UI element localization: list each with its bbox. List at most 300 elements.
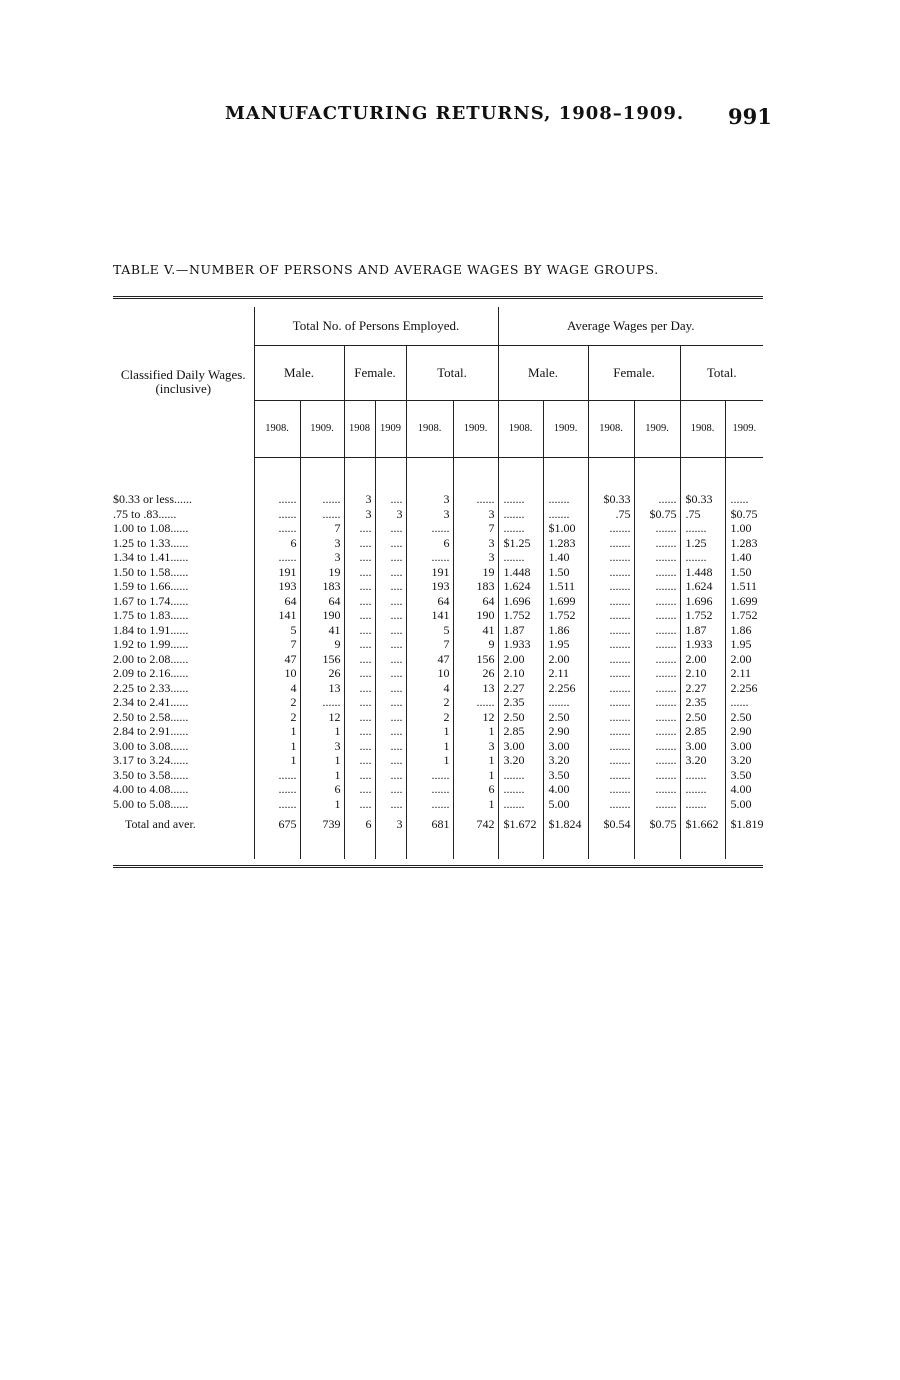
table-cell: ....... <box>634 608 680 623</box>
table-cell: .... <box>344 782 375 797</box>
table-cell: 2.11 <box>725 666 763 681</box>
table-cell: 12 <box>300 710 344 725</box>
table-cell: $0.75 <box>634 507 680 522</box>
table-cell: ...... <box>634 492 680 507</box>
table-cell: ....... <box>634 550 680 565</box>
total-cell: 681 <box>406 811 453 859</box>
table-cell: ....... <box>634 710 680 725</box>
table-cell: 9 <box>300 637 344 652</box>
table-cell: ....... <box>634 768 680 783</box>
table-cell: 6 <box>453 782 498 797</box>
table-cell: 2.50 <box>498 710 543 725</box>
year-header: 1909. <box>543 401 588 458</box>
table-cell: 13 <box>453 681 498 696</box>
table-cell: .... <box>344 768 375 783</box>
table-cell: ...... <box>254 507 300 522</box>
table-cell: 3 <box>453 550 498 565</box>
year-header: 1909. <box>634 401 680 458</box>
table-cell: .... <box>375 536 406 551</box>
table-cell: 47 <box>406 652 453 667</box>
table-cell: .... <box>375 695 406 710</box>
table-cell: 3.00 <box>680 739 725 754</box>
table-cell: 3 <box>300 550 344 565</box>
table-cell: .... <box>344 753 375 768</box>
page-number: 991 <box>728 104 772 129</box>
table-cell: 6 <box>406 536 453 551</box>
table-cell: .... <box>375 579 406 594</box>
year-header: 1908. <box>498 401 543 458</box>
table-cell: 2.85 <box>680 724 725 739</box>
table-cell: 1.448 <box>680 565 725 580</box>
table-cell: .... <box>375 681 406 696</box>
wage-range-label: 2.34 to 2.41...... <box>113 695 254 710</box>
table-cell: .... <box>375 550 406 565</box>
total-cell: $1.819 <box>725 811 763 859</box>
table-cell: 5 <box>406 623 453 638</box>
wage-range-label: 3.50 to 3.58...... <box>113 768 254 783</box>
wage-range-label: 2.84 to 2.91...... <box>113 724 254 739</box>
table-cell: ....... <box>634 695 680 710</box>
table-cell: ...... <box>300 695 344 710</box>
table-row <box>113 739 763 754</box>
table-cell: ....... <box>634 724 680 739</box>
table-cell: 2.90 <box>725 724 763 739</box>
table-cell: 1.87 <box>498 623 543 638</box>
table-cell: 1.933 <box>498 637 543 652</box>
table-cell: 1.624 <box>498 579 543 594</box>
table-cell: 5.00 <box>725 797 763 812</box>
wage-range-label: .75 to .83...... <box>113 507 254 522</box>
table-cell: 1.699 <box>725 594 763 609</box>
table-cell: .... <box>375 797 406 812</box>
table-cell: .... <box>344 594 375 609</box>
wages-male-header: Male. <box>498 346 588 401</box>
table-cell: 7 <box>254 637 300 652</box>
table-cell: ....... <box>634 797 680 812</box>
table-cell: 13 <box>300 681 344 696</box>
table-cell: ...... <box>406 797 453 812</box>
wage-range-label: 1.92 to 1.99...... <box>113 637 254 652</box>
table-cell: .... <box>375 666 406 681</box>
table-cell: $1.00 <box>543 521 588 536</box>
table-cell: 2.00 <box>725 652 763 667</box>
table-cell: 2.00 <box>680 652 725 667</box>
wage-range-label: 1.75 to 1.83...... <box>113 608 254 623</box>
table-row <box>113 507 763 522</box>
table-cell: 2 <box>254 695 300 710</box>
table-cell: .... <box>375 652 406 667</box>
table-cell: ....... <box>634 753 680 768</box>
table-cell: .... <box>344 739 375 754</box>
average-wages-header: Average Wages per Day. <box>498 307 763 346</box>
table-cell: 6 <box>300 782 344 797</box>
table-cell: ....... <box>588 695 634 710</box>
bottom-double-rule <box>113 859 763 867</box>
table-cell: 1.50 <box>725 565 763 580</box>
wage-range-label: 1.50 to 1.58...... <box>113 565 254 580</box>
wage-range-label: 4.00 to 4.08...... <box>113 782 254 797</box>
table-cell: 3.20 <box>725 753 763 768</box>
total-cell: 742 <box>453 811 498 859</box>
table-cell: 1.283 <box>543 536 588 551</box>
table-cell: 1.696 <box>498 594 543 609</box>
table-cell: .... <box>344 797 375 812</box>
table-cell: 64 <box>254 594 300 609</box>
table-cell: ....... <box>588 594 634 609</box>
table-cell: .... <box>344 681 375 696</box>
table-cell: ....... <box>588 565 634 580</box>
table-cell: ....... <box>634 652 680 667</box>
table-cell: 3 <box>453 739 498 754</box>
table-cell: ....... <box>634 666 680 681</box>
wage-range-label: 1.34 to 1.41...... <box>113 550 254 565</box>
table-cell: 1 <box>406 724 453 739</box>
table-row <box>113 550 763 565</box>
persons-male-header: Male. <box>254 346 344 401</box>
table-row <box>113 782 763 797</box>
table-cell: 1.283 <box>725 536 763 551</box>
year-header: 1908. <box>254 401 300 458</box>
table-cell: 1.699 <box>543 594 588 609</box>
table-cell: 1 <box>254 724 300 739</box>
table-cell: 3.20 <box>680 753 725 768</box>
table-cell: 10 <box>406 666 453 681</box>
table-cell: ...... <box>300 507 344 522</box>
group-header-row <box>113 307 763 346</box>
table-cell: ....... <box>498 782 543 797</box>
wage-range-label: 2.09 to 2.16...... <box>113 666 254 681</box>
table-cell: 190 <box>453 608 498 623</box>
table-cell: 1.50 <box>543 565 588 580</box>
table-cell: 4.00 <box>725 782 763 797</box>
table-row <box>113 768 763 783</box>
table-cell: ...... <box>453 695 498 710</box>
table-row <box>113 492 763 507</box>
table-cell: 183 <box>300 579 344 594</box>
table-cell: 3 <box>344 492 375 507</box>
persons-female-header: Female. <box>344 346 406 401</box>
table-cell: ....... <box>634 637 680 652</box>
table-row <box>113 579 763 594</box>
table-cell: ....... <box>634 681 680 696</box>
total-cell: $1.672 <box>498 811 543 859</box>
year-header: 1909 <box>375 401 406 458</box>
table-row <box>113 681 763 696</box>
table-cell: $0.75 <box>725 507 763 522</box>
table-cell: 156 <box>453 652 498 667</box>
table-row <box>113 637 763 652</box>
table-cell: 3 <box>344 507 375 522</box>
table-cell: 2.85 <box>498 724 543 739</box>
table-cell: .... <box>344 521 375 536</box>
table-cell: .... <box>344 579 375 594</box>
table-cell: 1 <box>300 797 344 812</box>
total-row <box>113 811 763 859</box>
table-cell: 3 <box>453 507 498 522</box>
total-cell: $1.662 <box>680 811 725 859</box>
table-cell: 3.50 <box>725 768 763 783</box>
table-cell: .... <box>375 724 406 739</box>
table-cell: .... <box>344 565 375 580</box>
table-cell: 10 <box>254 666 300 681</box>
table-cell: 9 <box>453 637 498 652</box>
year-header: 1908. <box>588 401 634 458</box>
table-cell: 193 <box>254 579 300 594</box>
table-cell: ...... <box>453 492 498 507</box>
table-cell: 64 <box>406 594 453 609</box>
table-cell: 1 <box>453 724 498 739</box>
wage-range-label: 1.59 to 1.66...... <box>113 579 254 594</box>
table-cell: .... <box>344 666 375 681</box>
table-cell: 5 <box>254 623 300 638</box>
table-cell: 5.00 <box>543 797 588 812</box>
year-header: 1909. <box>453 401 498 458</box>
table-cell: ....... <box>588 666 634 681</box>
table-cell: 3 <box>300 536 344 551</box>
table-cell: ...... <box>725 695 763 710</box>
table-cell: 26 <box>453 666 498 681</box>
table-cell: 1 <box>254 753 300 768</box>
table-cell: .... <box>344 724 375 739</box>
table-cell: ....... <box>588 579 634 594</box>
table-cell: 4 <box>254 681 300 696</box>
table-cell: 1.752 <box>725 608 763 623</box>
total-cell: $0.75 <box>634 811 680 859</box>
table-cell: ....... <box>588 550 634 565</box>
table-cell: ....... <box>680 768 725 783</box>
table-cell: .... <box>375 753 406 768</box>
table-row <box>113 536 763 551</box>
table-cell: ....... <box>588 753 634 768</box>
table-cell: ....... <box>588 652 634 667</box>
table-cell: 1.00 <box>725 521 763 536</box>
table-cell: ....... <box>634 521 680 536</box>
table-cell: 6 <box>254 536 300 551</box>
table-cell: 1 <box>453 753 498 768</box>
table-cell: 4.00 <box>543 782 588 797</box>
table-cell: ....... <box>680 782 725 797</box>
table-cell: .... <box>375 768 406 783</box>
table-cell: 26 <box>300 666 344 681</box>
table-cell: 1.86 <box>543 623 588 638</box>
wage-range-label: 2.50 to 2.58...... <box>113 710 254 725</box>
table-cell: $0.33 <box>588 492 634 507</box>
table-cell: 1 <box>254 739 300 754</box>
table-cell: 2 <box>406 695 453 710</box>
table-cell: ...... <box>254 797 300 812</box>
table-cell: 1 <box>300 768 344 783</box>
table-row <box>113 594 763 609</box>
table-cell: 3.20 <box>543 753 588 768</box>
table-cell: 1 <box>406 739 453 754</box>
table-cell: 2.90 <box>543 724 588 739</box>
table-cell: ....... <box>634 536 680 551</box>
wage-range-label: $0.33 or less...... <box>113 492 254 507</box>
table-cell: $1.25 <box>498 536 543 551</box>
wages-female-header: Female. <box>588 346 680 401</box>
table-cell: 19 <box>453 565 498 580</box>
table-row <box>113 521 763 536</box>
table-cell: ....... <box>588 521 634 536</box>
table-row <box>113 753 763 768</box>
table-row <box>113 608 763 623</box>
table-cell: 1 <box>453 768 498 783</box>
table-cell: .... <box>344 536 375 551</box>
table-row <box>113 797 763 812</box>
table-cell: 191 <box>254 565 300 580</box>
table-cell: ....... <box>634 623 680 638</box>
table-cell: 7 <box>300 521 344 536</box>
table-cell: 64 <box>300 594 344 609</box>
table-cell: 1.752 <box>543 608 588 623</box>
table-cell: ....... <box>498 768 543 783</box>
table-row <box>113 724 763 739</box>
table-cell: ....... <box>588 623 634 638</box>
table-cell: ...... <box>254 492 300 507</box>
table-cell: 2.256 <box>725 681 763 696</box>
table-cell: 1.86 <box>725 623 763 638</box>
total-cell: $0.54 <box>588 811 634 859</box>
table-cell: 3 <box>375 507 406 522</box>
table-cell: 2.35 <box>498 695 543 710</box>
table-row <box>113 666 763 681</box>
table-cell: 2.11 <box>543 666 588 681</box>
table-cell: ...... <box>406 550 453 565</box>
total-cell: 739 <box>300 811 344 859</box>
table-cell: 64 <box>453 594 498 609</box>
table-cell: .75 <box>680 507 725 522</box>
table-cell: 1.40 <box>543 550 588 565</box>
table-cell: .... <box>375 782 406 797</box>
table-cell: ....... <box>543 695 588 710</box>
table-cell: 2.50 <box>680 710 725 725</box>
table-cell: 2.00 <box>498 652 543 667</box>
table-cell: .... <box>375 710 406 725</box>
year-header: 1908. <box>406 401 453 458</box>
table-cell: ....... <box>680 550 725 565</box>
classified-wages-header: Classified Daily Wages. (inclusive) <box>113 307 254 458</box>
table-cell: 3 <box>406 507 453 522</box>
table-cell: ....... <box>498 797 543 812</box>
table-cell: ....... <box>588 681 634 696</box>
table-cell: 7 <box>453 521 498 536</box>
table-cell: 190 <box>300 608 344 623</box>
table-cell: ...... <box>254 521 300 536</box>
table-cell: 1.25 <box>680 536 725 551</box>
table-cell: 2.00 <box>543 652 588 667</box>
table-row <box>113 652 763 667</box>
table-cell: 1.511 <box>725 579 763 594</box>
table-cell: 2.27 <box>498 681 543 696</box>
table-cell: 1.448 <box>498 565 543 580</box>
table-cell: ....... <box>588 710 634 725</box>
table-cell: .... <box>375 521 406 536</box>
table-cell: 41 <box>453 623 498 638</box>
total-cell: 6 <box>344 811 375 859</box>
wage-range-label: 5.00 to 5.08...... <box>113 797 254 812</box>
table-cell: .... <box>375 594 406 609</box>
table-cell: 2.35 <box>680 695 725 710</box>
table-cell: ....... <box>498 550 543 565</box>
top-double-rule <box>113 298 763 308</box>
table-cell: 141 <box>406 608 453 623</box>
table-cell: .... <box>344 550 375 565</box>
year-header: 1908 <box>344 401 375 458</box>
table-cell: 1.752 <box>498 608 543 623</box>
table-row <box>113 710 763 725</box>
table-cell: 2.50 <box>543 710 588 725</box>
table-cell: .75 <box>588 507 634 522</box>
table-cell: .... <box>344 652 375 667</box>
table-cell: .... <box>375 608 406 623</box>
table-cell: ....... <box>634 782 680 797</box>
table-cell: ...... <box>254 550 300 565</box>
table-cell: 1 <box>300 724 344 739</box>
wage-range-label: 3.17 to 3.24...... <box>113 753 254 768</box>
table-cell: ....... <box>588 724 634 739</box>
table-cell: $0.33 <box>680 492 725 507</box>
table-cell: ....... <box>634 579 680 594</box>
table-cell: 1.752 <box>680 608 725 623</box>
wage-groups-table <box>113 296 763 868</box>
table-cell: .... <box>375 739 406 754</box>
table-cell: 2.256 <box>543 681 588 696</box>
table-cell: ....... <box>588 637 634 652</box>
table-cell: 12 <box>453 710 498 725</box>
wage-range-label: 1.84 to 1.91...... <box>113 623 254 638</box>
wage-range-label: 2.00 to 2.08...... <box>113 652 254 667</box>
table-cell: .... <box>344 710 375 725</box>
table-cell: .... <box>375 637 406 652</box>
year-header: 1909. <box>725 401 763 458</box>
table-cell: 156 <box>300 652 344 667</box>
table-cell: ....... <box>588 768 634 783</box>
table-cell: ....... <box>634 594 680 609</box>
table-cell: 1 <box>406 753 453 768</box>
table-cell: ....... <box>543 492 588 507</box>
table-cell: 2.10 <box>498 666 543 681</box>
table-cell: 3 <box>406 492 453 507</box>
table-cell: 1.511 <box>543 579 588 594</box>
table-cell: ....... <box>634 565 680 580</box>
table-cell: ....... <box>588 536 634 551</box>
table-row <box>113 565 763 580</box>
year-header: 1908. <box>680 401 725 458</box>
table-cell: 3.00 <box>498 739 543 754</box>
table-cell: .... <box>375 565 406 580</box>
table-row <box>113 623 763 638</box>
spacer-row <box>113 458 763 493</box>
table-cell: 2 <box>254 710 300 725</box>
table-cell: 41 <box>300 623 344 638</box>
table-cell: ...... <box>406 782 453 797</box>
table-cell: ...... <box>406 521 453 536</box>
running-header-title: MANUFACTURING RETURNS, 1908–1909. <box>225 103 685 124</box>
table-cell: 183 <box>453 579 498 594</box>
wage-range-label: 2.25 to 2.33...... <box>113 681 254 696</box>
total-cell: 3 <box>375 811 406 859</box>
wage-range-label: 3.00 to 3.08...... <box>113 739 254 754</box>
wage-range-label: 1.67 to 1.74...... <box>113 594 254 609</box>
table-cell: ....... <box>634 739 680 754</box>
wages-total-header: Total. <box>680 346 763 401</box>
table-cell: 7 <box>406 637 453 652</box>
table-cell: 47 <box>254 652 300 667</box>
persons-employed-header: Total No. of Persons Employed. <box>254 307 498 346</box>
table-cell: ...... <box>254 768 300 783</box>
table-cell: 191 <box>406 565 453 580</box>
table-cell: .... <box>344 637 375 652</box>
